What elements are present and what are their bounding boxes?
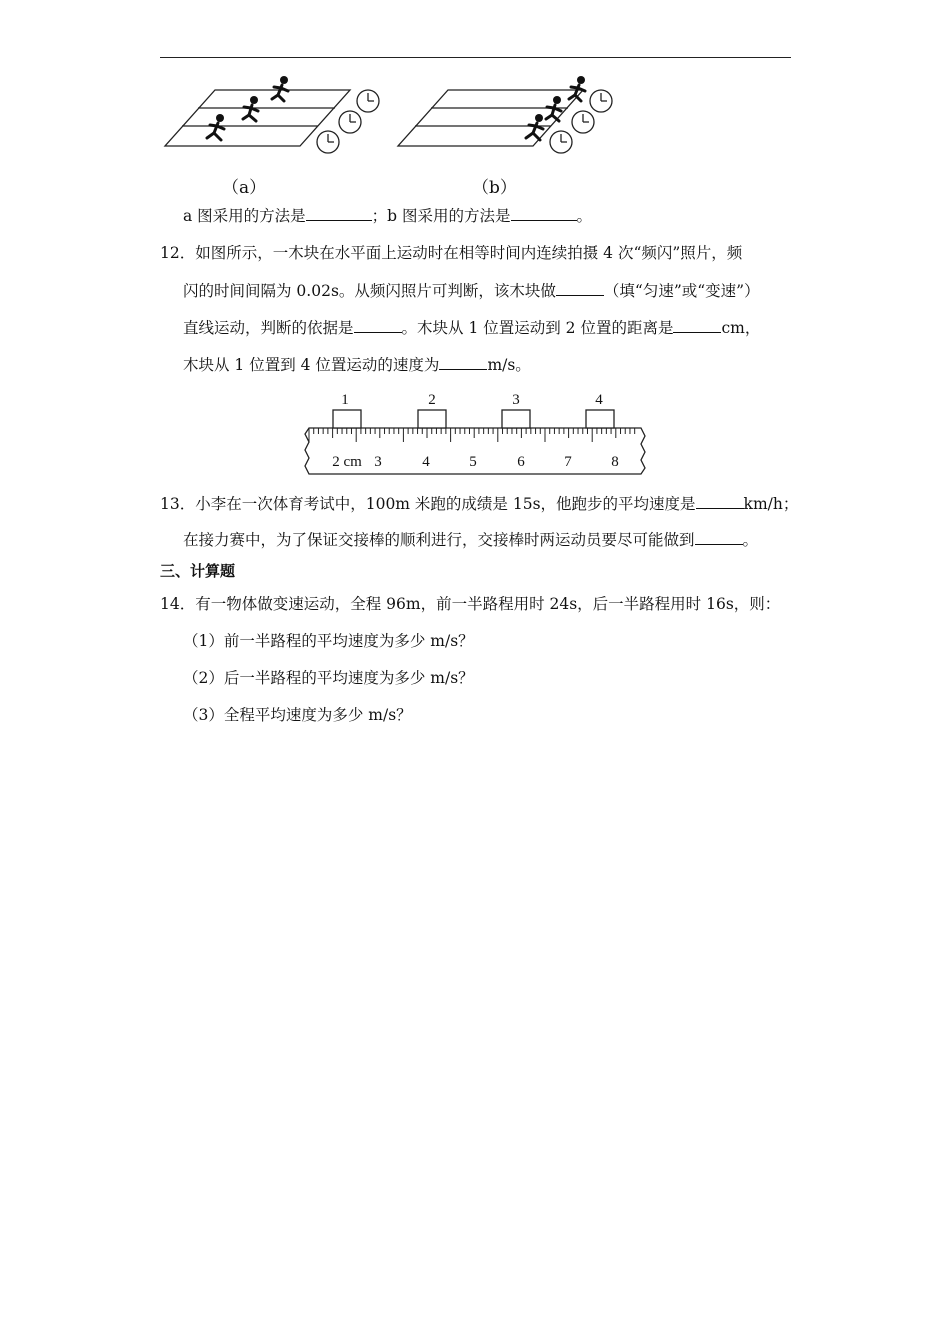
figure-caption-a: （a） (222, 178, 267, 198)
q11-blank-a[interactable] (306, 206, 372, 221)
q14-sub-2: （2）后一半路程的平均速度为多少 m/s？ (183, 669, 474, 687)
block-label: 1 (341, 392, 349, 408)
q12-text: m/s。 (487, 356, 531, 374)
q12-line-2 (183, 281, 760, 301)
q12-text: 直线运动，判断的依据是 (183, 319, 354, 337)
q12-blank-motion[interactable] (556, 281, 604, 296)
q13-line-2 (183, 530, 758, 550)
q12-text: 木块从 1 位置到 4 位置运动的速度为 (183, 356, 440, 374)
block-label: 3 (512, 392, 520, 408)
q12-line-3 (183, 318, 760, 338)
q14-stem: 14．有一物体做变速运动，全程 96m，前一半路程用时 24s，后一半路程用时 16s，则： (160, 595, 781, 613)
q13-text: 。 (742, 531, 759, 549)
clock-icon (317, 90, 379, 153)
q13-text: 在接力赛中，为了保证交接棒的顺利进行，交接棒时两运动员要尽可能做到 (183, 531, 695, 549)
scale-label: 4 (422, 454, 430, 470)
block-2 (418, 410, 446, 428)
block-label: 4 (595, 392, 603, 408)
q13-line-1 (160, 494, 798, 514)
q12-line-1: 12．如图所示，一木块在水平面上运动时在相等时间内连续拍摄 4 次“频闪”照片，频 (160, 244, 743, 262)
ruler-figure (303, 386, 649, 478)
figure-caption-b: （b） (472, 178, 517, 198)
q11-text-b: ；b 图采用的方法是 (371, 207, 511, 225)
block-label: 2 (428, 392, 436, 408)
block-4 (586, 410, 614, 428)
q12-text: cm， (721, 319, 761, 337)
scale-label: 3 (374, 454, 382, 470)
scale-label: 8 (611, 454, 619, 470)
q12-blank-distance[interactable] (673, 318, 721, 333)
q14-sub-1: （1）前一半路程的平均速度为多少 m/s？ (183, 632, 474, 650)
q14-sub-3: （3）全程平均速度为多少 m/s？ (183, 706, 412, 724)
q12-text: 闪的时间间隔为 0.02s。从频闪照片可判断，该木块做 (183, 282, 556, 300)
runners-figure-b (393, 68, 623, 160)
q13-text: 13．小李在一次体育考试中，100m 米跑的成绩是 15s，他跑步的平均速度是 (160, 495, 696, 513)
q11-text-a: a 图采用的方法是 (183, 207, 306, 225)
scale-label: 6 (517, 454, 525, 470)
q12-text: （填“匀速”或“变速”） (603, 282, 760, 300)
q12-blank-basis[interactable] (354, 318, 402, 333)
runners-figure-a (160, 68, 390, 160)
q11-end: 。 (576, 207, 593, 225)
q13-blank-relative[interactable] (695, 530, 743, 545)
section-title: 三、计算题 (160, 562, 236, 580)
q11-blank-b[interactable] (511, 206, 577, 221)
q12-blank-speed[interactable] (439, 355, 487, 370)
scale-label: 2 cm (332, 454, 362, 470)
block-3 (502, 410, 530, 428)
header-rule (160, 57, 791, 58)
q13-text: km/h； (743, 495, 799, 513)
q12-text: 。木块从 1 位置运动到 2 位置的距离是 (401, 319, 674, 337)
q11-answer-line (183, 206, 592, 226)
q13-blank-speed[interactable] (696, 494, 744, 509)
q12-line-4 (183, 355, 531, 375)
scale-label: 5 (469, 454, 477, 470)
scale-label: 7 (564, 454, 572, 470)
block-1 (333, 410, 361, 428)
